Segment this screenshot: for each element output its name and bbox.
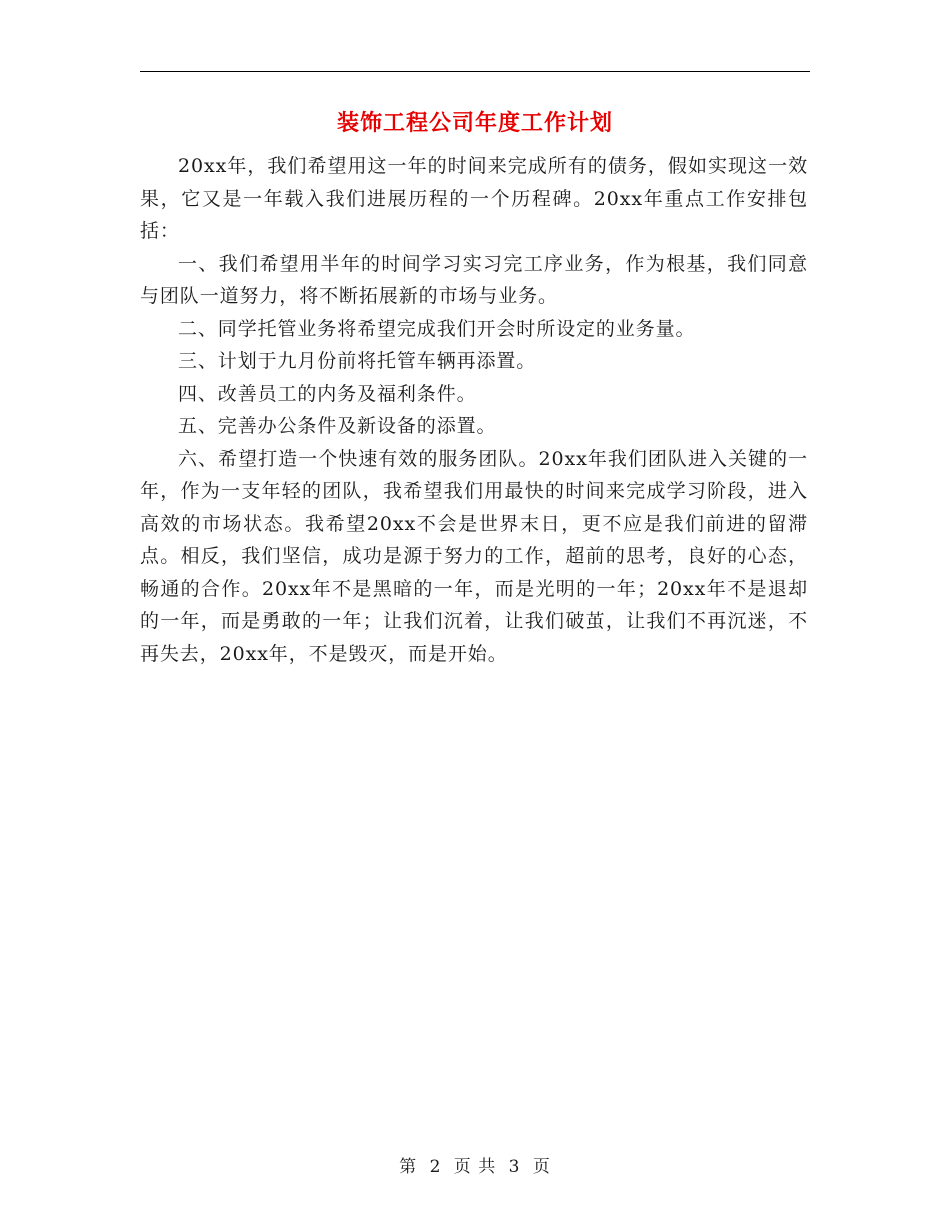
paragraph-item-6: 六、希望打造一个快速有效的服务团队。20xx年我们团队进入关键的一年，作为一支年轻的团队，我希望我们用最快的时间来完成学习阶段，进入高效的市场状态。我希望20xx不会是世界末日，更不应是我们前进的留滞点。相反，我们坚信，成功是源于努力的工作，超前的思考，良好的心态，畅通的合作。20xx年不是黑暗的一年，而是光明的一年；20xx年不是退却的一年，而是勇敢的一年；让我们沉着，让我们破茧，让我们不再沉迷，不再失去，20xx年，不是毁灭，而是开始。 — [140, 447, 808, 665]
document-body — [140, 150, 808, 670]
page-number-footer — [0, 1152, 950, 1177]
paragraph-item-1: 一、我们希望用半年的时间学习实习完工序业务，作为根基，我们同意与团队一道努力，将不断拓展新的市场与业务。 — [140, 252, 808, 307]
total-pages-number: 3 — [508, 1157, 521, 1177]
paragraph-item-3: 三、计划于九月份前将托管车辆再添置。 — [178, 350, 537, 372]
paragraph-item-4: 四、改善员工的内务及福利条件。 — [178, 382, 477, 405]
footer-mid: 页 共 — [453, 1157, 497, 1177]
header-rule — [140, 71, 810, 72]
paragraph-intro: 20xx年，我们希望用这一年的时间来完成所有的债务，假如实现这一效果，它又是一年载入我们进展历程的一个历程碑。20xx年重点工作安排包括： — [140, 155, 808, 242]
current-page-number: 2 — [429, 1157, 442, 1177]
document-title: 装饰工程公司年度工作计划 — [336, 111, 613, 136]
paragraph-item-2: 二、同学托管业务将希望完成我们开会时所设定的业务量。 — [178, 317, 696, 340]
paragraph-item-5: 五、完善办公条件及新设备的添置。 — [178, 415, 497, 437]
footer-prefix: 第 — [399, 1157, 418, 1177]
footer-suffix: 页 — [532, 1157, 551, 1177]
